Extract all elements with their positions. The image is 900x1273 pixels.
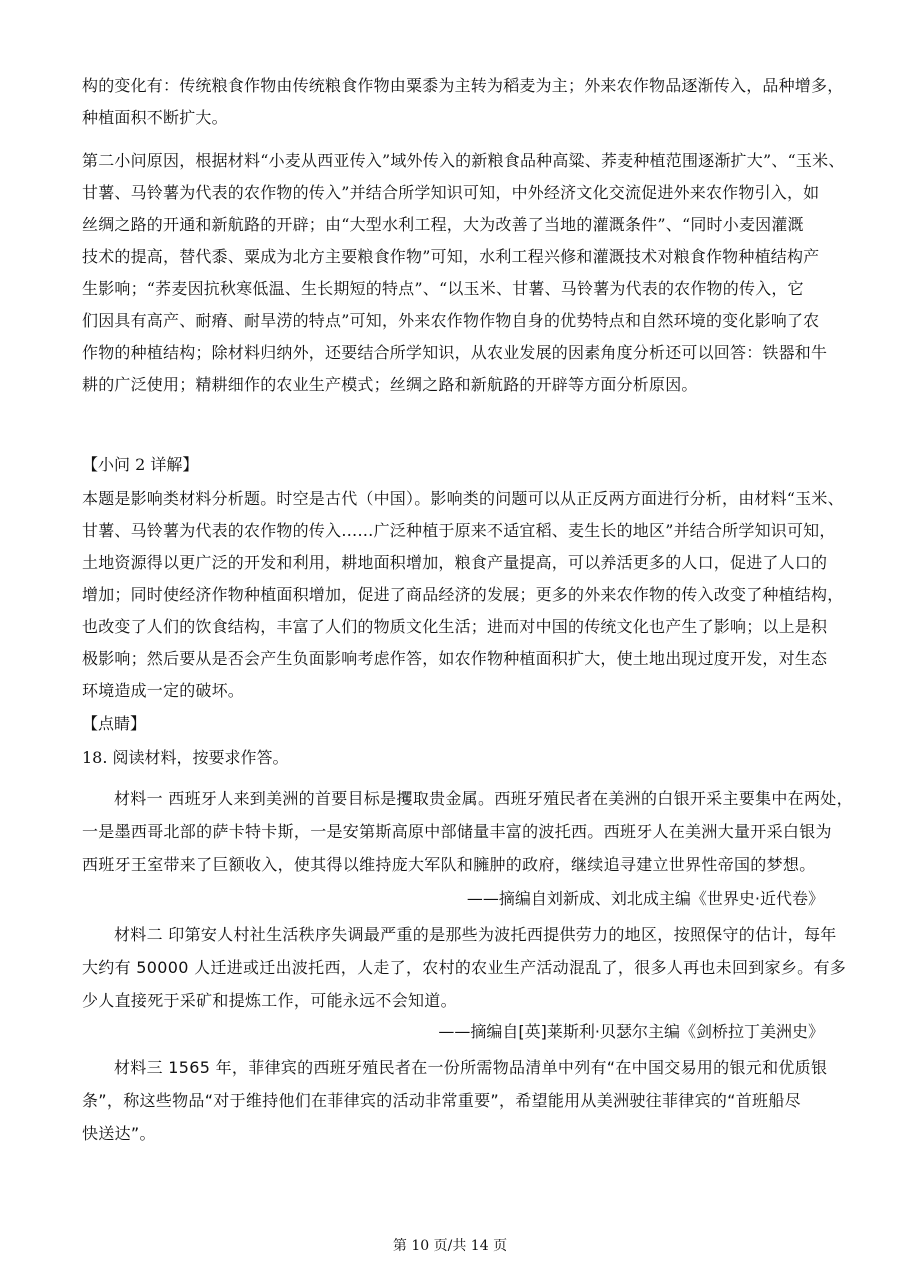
- text-line: 们因具有高产、耐瘠、耐旱涝的特点”可知，外来农作物作物自身的优势特点和自然环境的变化影响了农: [82, 311, 820, 330]
- answer-paragraph-3: [82, 483, 844, 707]
- answer-paragraph-2: [82, 145, 845, 401]
- text-line: 技术的提高，替代黍、粟成为北方主要粮食作物”可知，水利工程兴修和灌溉技术对粮食作物种植结构产: [82, 247, 820, 266]
- question-18-stem: 18. 阅读材料，按要求作答。: [82, 748, 289, 767]
- text-line: 生影响；“荞麦因抗秋寒低温、生长期短的特点”、“以玉米、甘薯、马铃薯为代表的农作物的传入，它: [82, 279, 804, 298]
- text-line: 本题是影响类材料分析题。时空是古代（中国）。影响类的问题可以从正反两方面进行分析，由材料“玉米、: [82, 489, 844, 508]
- text-line: 材料二 印第安人村社生活秩序失调最严重的是那些为波托西提供劳力的地区，按照保守的估计，每年: [114, 925, 837, 944]
- text-line: 材料一 西班牙人来到美洲的首要目标是攫取贵金属。西班牙殖民者在美洲的白银开采主要集中在两处，: [114, 789, 853, 808]
- text-line: 材料三 1565 年，菲律宾的西班牙殖民者在一份所需物品清单中列有“在中国交易用的银元和优质银: [114, 1058, 828, 1077]
- text-line: 增加；同时使经济作物种植面积增加，促进了商品经济的发展；更多的外来农作物的传入改变了种植结构，: [82, 585, 844, 604]
- material-1-source: ——摘编自刘新成、刘北成主编《世界史·近代卷》: [466, 889, 824, 908]
- text-line: 构的变化有：传统粮食作物由传统粮食作物由粟黍为主转为稻麦为主；外来农作物品逐渐传入，品种增多，: [82, 76, 844, 95]
- text-line: 极影响；然后要从是否会产生负面影响考虑作答，如农作物种植面积扩大，使土地出现过度开发，对生态: [82, 649, 828, 668]
- page-number: 第 10 页/共 14 页: [392, 1238, 508, 1254]
- text-line: 甘薯、马铃薯为代表的农作物的传入……广泛种植于原来不适宜稻、麦生长的地区”并结合所学知识可知，: [82, 521, 836, 540]
- text-line: 种植面积不断扩大。: [82, 108, 228, 127]
- material-2: [82, 918, 847, 1017]
- text-line: 条”，称这些物品“对于维持他们在菲律宾的活动非常重要”，希望能用从美洲驶往菲律宾的“首班船尽: [82, 1091, 801, 1110]
- material-1: [82, 782, 853, 881]
- text-line: 环境造成一定的破坏。: [82, 681, 245, 700]
- text-line: 甘薯、马铃薯为代表的农作物的传入”并结合所学知识可知，中外经济文化交流促进外来农作物引入，如: [82, 183, 820, 202]
- text-line: 大约有 50000 人迁进或迁出波托西，人走了，农村的农业生产活动混乱了，很多人再也未回到家乡。有多: [82, 958, 847, 977]
- answer-paragraph-1: [82, 70, 844, 134]
- text-line: 一是墨西哥北部的萨卡特卡斯，一是安第斯高原中部储量丰富的波托西。西班牙人在美洲大量开采白银为: [82, 822, 832, 841]
- material-3: [82, 1051, 828, 1150]
- text-line: 少人直接死于采矿和提炼工作，可能永远不会知道。: [82, 991, 457, 1010]
- text-line: 也改变了人们的饮食结构，丰富了人们的物质文化生活；进而对中国的传统文化也产生了影响；以上是积: [82, 617, 828, 636]
- text-line: 作物的种植结构；除材料归纳外，还要结合所学知识，从农业发展的因素角度分析还可以回答：铁器和牛: [82, 343, 828, 362]
- material-2-source: ——摘编自[英]莱斯利·贝瑟尔主编《剑桥拉丁美洲史》: [438, 1022, 824, 1041]
- subquestion-2-heading: 【小问 2 详解】: [82, 455, 199, 474]
- text-line: 耕的广泛使用；精耕细作的农业生产模式；丝绸之路和新航路的开辟等方面分析原因。: [82, 375, 698, 394]
- text-line: 第二小问原因，根据材料“小麦从西亚传入”域外传入的新粮食品种高粱、荞麦种植范围逐渐扩大”、“玉米、: [82, 151, 845, 170]
- text-line: 快送达”。: [82, 1124, 156, 1143]
- dianjing-heading: 【点睛】: [82, 714, 147, 733]
- text-line: 丝绸之路的开通和新航路的开辟；由“大型水利工程，大为改善了当地的灌溉条件”、“同时小麦因灌溉: [82, 215, 804, 234]
- text-line: 土地资源得以更广泛的开发和利用，耕地面积增加，粮食产量提高，可以养活更多的人口，促进了人口的: [82, 553, 828, 572]
- text-line: 西班牙王室带来了巨额收入，使其得以维持庞大军队和臃肿的政府，继续追寻建立世界性帝国的梦想。: [82, 855, 816, 874]
